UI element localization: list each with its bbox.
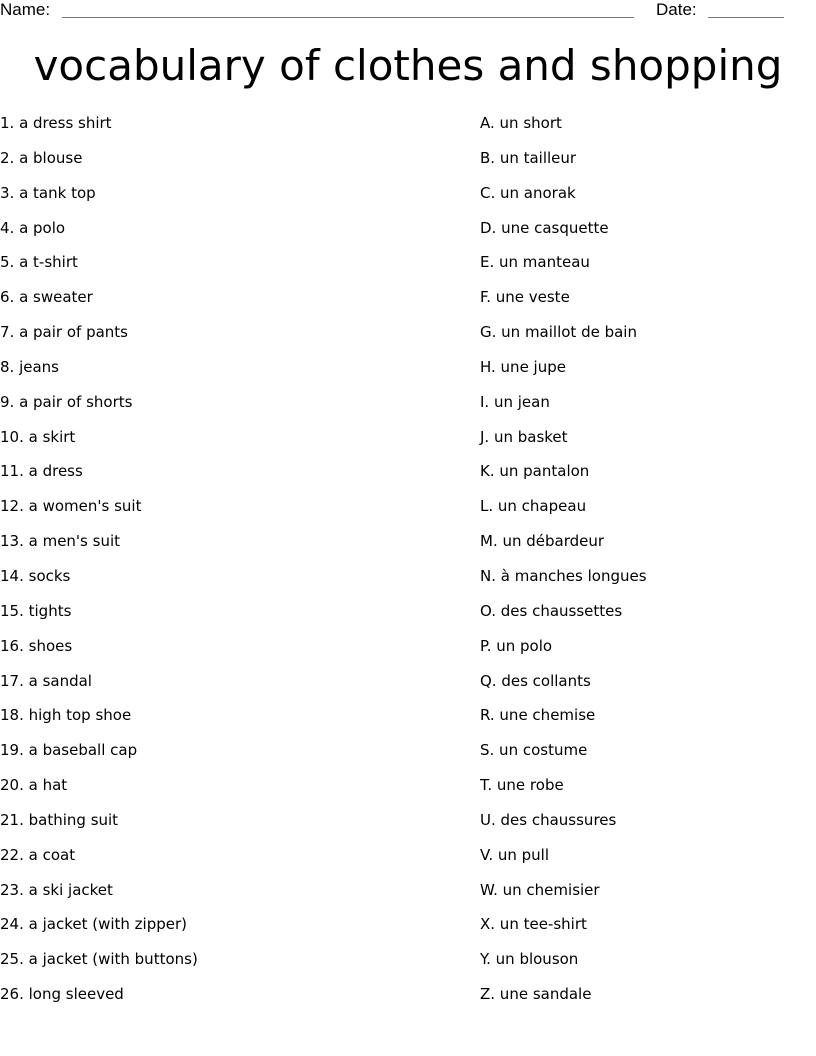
answer-item: U. des chaussures	[480, 810, 617, 829]
answer-item: S. un costume	[480, 741, 588, 760]
term-item: 24. a jacket (with zipper)	[0, 915, 187, 934]
term-item: 4. a polo	[0, 218, 66, 237]
answer-item: I. un jean	[480, 392, 550, 411]
term-item: 6. a sweater	[0, 288, 93, 307]
term-item: 11. a dress	[0, 462, 83, 481]
answer-item: B. un tailleur	[480, 148, 577, 167]
english-terms-list	[0, 112, 460, 1018]
term-item: 8. jeans	[0, 357, 59, 376]
term-item: 26. long sleeved	[0, 985, 124, 1004]
answer-item: L. un chapeau	[480, 497, 587, 516]
term-item: 22. a coat	[0, 845, 76, 864]
worksheet-header	[0, 0, 816, 24]
term-item: 17. a sandal	[0, 671, 92, 690]
term-item: 15. tights	[0, 601, 72, 620]
term-item: 12. a women's suit	[0, 497, 142, 516]
answer-item: A. un short	[480, 114, 562, 132]
term-item: 14. socks	[0, 566, 71, 585]
term-item: 7. a pair of pants	[0, 323, 128, 342]
answer-item: O. des chaussettes	[480, 601, 623, 620]
date-blank-line[interactable]	[708, 0, 784, 18]
answer-item: W. un chemisier	[480, 880, 600, 899]
answer-item: T. une robe	[480, 776, 564, 795]
date-label: Date:	[656, 0, 697, 19]
term-item: 19. a baseball cap	[0, 741, 138, 760]
answer-item: H. une jupe	[480, 357, 566, 376]
answer-item: X. un tee-shirt	[480, 915, 587, 934]
answer-item: G. un maillot de bain	[480, 323, 637, 342]
answer-item: Q. des collants	[480, 671, 591, 690]
term-item: 5. a t-shirt	[0, 253, 78, 272]
answer-item: C. un anorak	[480, 183, 576, 202]
answer-item: K. un pantalon	[480, 462, 590, 481]
term-item: 21. bathing suit	[0, 810, 119, 829]
term-item: 16. shoes	[0, 636, 73, 655]
term-item: 2. a blouse	[0, 148, 83, 167]
answer-item: Z. une sandale	[480, 985, 592, 1004]
answer-item: D. une casquette	[480, 218, 609, 237]
term-item: 13. a men's suit	[0, 532, 121, 551]
name-label: Name:	[0, 0, 51, 19]
answer-item: R. une chemise	[480, 706, 596, 725]
answer-item: J. un basket	[480, 427, 568, 446]
answer-item: F. une veste	[480, 288, 570, 307]
term-item: 18. high top shoe	[0, 706, 132, 725]
term-item: 1. a dress shirt	[0, 114, 112, 132]
term-item: 10. a skirt	[0, 427, 76, 446]
answer-item: M. un débardeur	[480, 532, 605, 551]
answer-item: Y. un blouson	[480, 950, 579, 969]
page-title: vocabulary of clothes and shopping	[33, 41, 783, 90]
answer-item: P. un polo	[480, 636, 553, 655]
french-answers-list	[480, 112, 810, 1018]
answer-item: N. à manches longues	[480, 566, 647, 585]
term-item: 23. a ski jacket	[0, 880, 113, 899]
answer-item: E. un manteau	[480, 253, 590, 272]
answer-item: V. un pull	[480, 845, 550, 864]
term-item: 3. a tank top	[0, 183, 96, 202]
term-item: 25. a jacket (with buttons)	[0, 950, 198, 969]
term-item: 9. a pair of shorts	[0, 392, 133, 411]
name-blank-line[interactable]	[62, 0, 634, 18]
term-item: 20. a hat	[0, 776, 68, 795]
